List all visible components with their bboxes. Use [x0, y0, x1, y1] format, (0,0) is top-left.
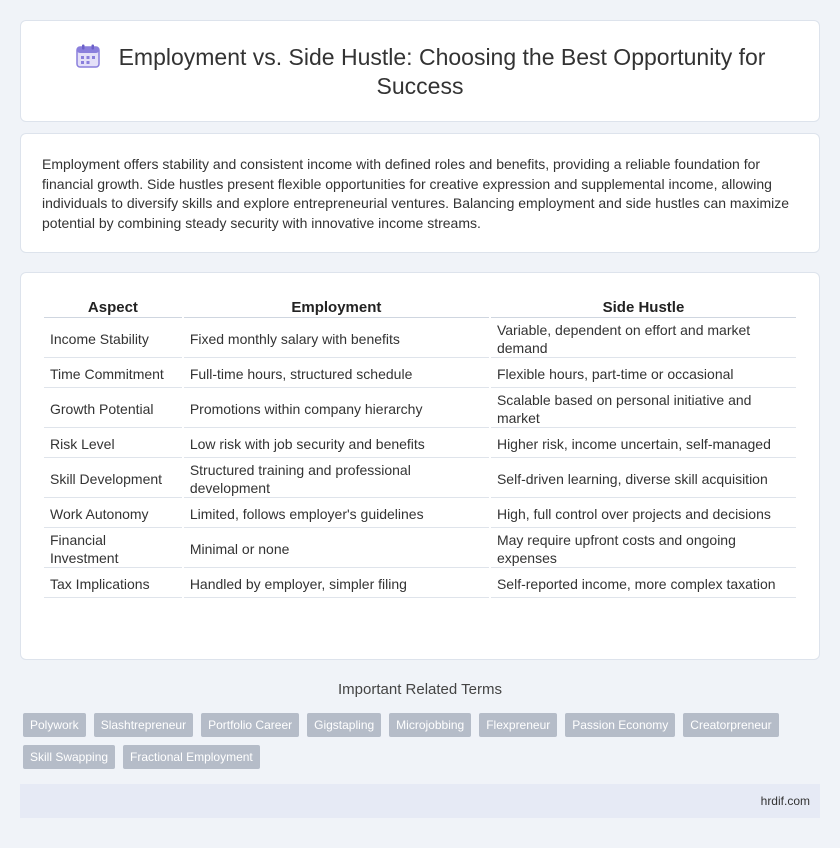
tag-portfolio-career[interactable]: Portfolio Career — [201, 713, 299, 737]
header-aspect: Aspect — [44, 297, 182, 318]
header-employment: Employment — [184, 297, 489, 318]
cell-employment: Handled by employer, simpler filing — [184, 570, 489, 598]
tag-passion-economy[interactable]: Passion Economy — [565, 713, 675, 737]
related-terms-heading: Important Related Terms — [338, 681, 502, 698]
page-title — [61, 43, 779, 101]
footer — [20, 784, 820, 818]
tag-polywork[interactable]: Polywork — [23, 713, 86, 737]
tag-slashtrepreneur[interactable]: Slashtrepreneur — [94, 713, 193, 737]
table-row — [44, 570, 796, 598]
cell-aspect: Risk Level — [44, 430, 182, 458]
table-row — [44, 320, 796, 358]
comparison-table — [42, 295, 798, 600]
cell-side-hustle: Variable, dependent on effort and market demand — [491, 320, 796, 358]
cell-aspect: Skill Development — [44, 460, 182, 498]
cell-employment: Promotions within company hierarchy — [184, 390, 489, 428]
tag-gigstapling[interactable]: Gigstapling — [307, 713, 381, 737]
table-row — [44, 360, 796, 388]
cell-employment: Low risk with job security and benefits — [184, 430, 489, 458]
table-header-row — [44, 297, 796, 318]
related-terms-list — [23, 713, 813, 769]
footer-site[interactable]: hrdif.com — [760, 794, 810, 808]
tag-skill-swapping[interactable]: Skill Swapping — [23, 745, 115, 769]
table-row — [44, 460, 796, 498]
tag-creatorpreneur[interactable]: Creatorpreneur — [683, 713, 778, 737]
intro-card — [20, 133, 820, 253]
cell-side-hustle: May require upfront costs and ongoing expenses — [491, 530, 796, 568]
cell-employment: Fixed monthly salary with benefits — [184, 320, 489, 358]
tag-flexpreneur[interactable]: Flexpreneur — [479, 713, 557, 737]
table-row — [44, 430, 796, 458]
intro-paragraph: Employment offers stability and consistent income with defined roles and benefits, providing a reliable foundation for financial growth. Side hustles present flexible opportunities for creative expression and supplemental income, allowing individuals to diversify skills and explore entrepreneurial ventures. Balancing employment and side hustles can maximize potential by combining steady security with innovative income streams. — [42, 156, 790, 231]
cell-aspect: Work Autonomy — [44, 500, 182, 528]
cell-aspect: Income Stability — [44, 320, 182, 358]
cell-employment: Structured training and professional development — [184, 460, 489, 498]
cell-side-hustle: Higher risk, income uncertain, self-managed — [491, 430, 796, 458]
page-title-text: Employment vs. Side Hustle: Choosing the Best Opportunity for Success — [118, 44, 766, 99]
cell-side-hustle: Self-driven learning, diverse skill acquisition — [491, 460, 796, 498]
calendar-icon — [75, 44, 101, 68]
cell-employment: Minimal or none — [184, 530, 489, 568]
tag-fractional-employment[interactable]: Fractional Employment — [123, 745, 260, 769]
cell-side-hustle: Flexible hours, part-time or occasional — [491, 360, 796, 388]
title-card — [20, 20, 820, 122]
table-row — [44, 390, 796, 428]
table-row — [44, 500, 796, 528]
cell-aspect: Financial Investment — [44, 530, 182, 568]
cell-aspect: Time Commitment — [44, 360, 182, 388]
comparison-card — [20, 272, 820, 660]
cell-side-hustle: High, full control over projects and decisions — [491, 500, 796, 528]
cell-aspect: Tax Implications — [44, 570, 182, 598]
tag-microjobbing[interactable]: Microjobbing — [389, 713, 471, 737]
cell-aspect: Growth Potential — [44, 390, 182, 428]
cell-side-hustle: Scalable based on personal initiative and market — [491, 390, 796, 428]
cell-employment: Full-time hours, structured schedule — [184, 360, 489, 388]
table-row — [44, 530, 796, 568]
cell-employment: Limited, follows employer's guidelines — [184, 500, 489, 528]
header-side-hustle: Side Hustle — [491, 297, 796, 318]
cell-side-hustle: Self-reported income, more complex taxation — [491, 570, 796, 598]
